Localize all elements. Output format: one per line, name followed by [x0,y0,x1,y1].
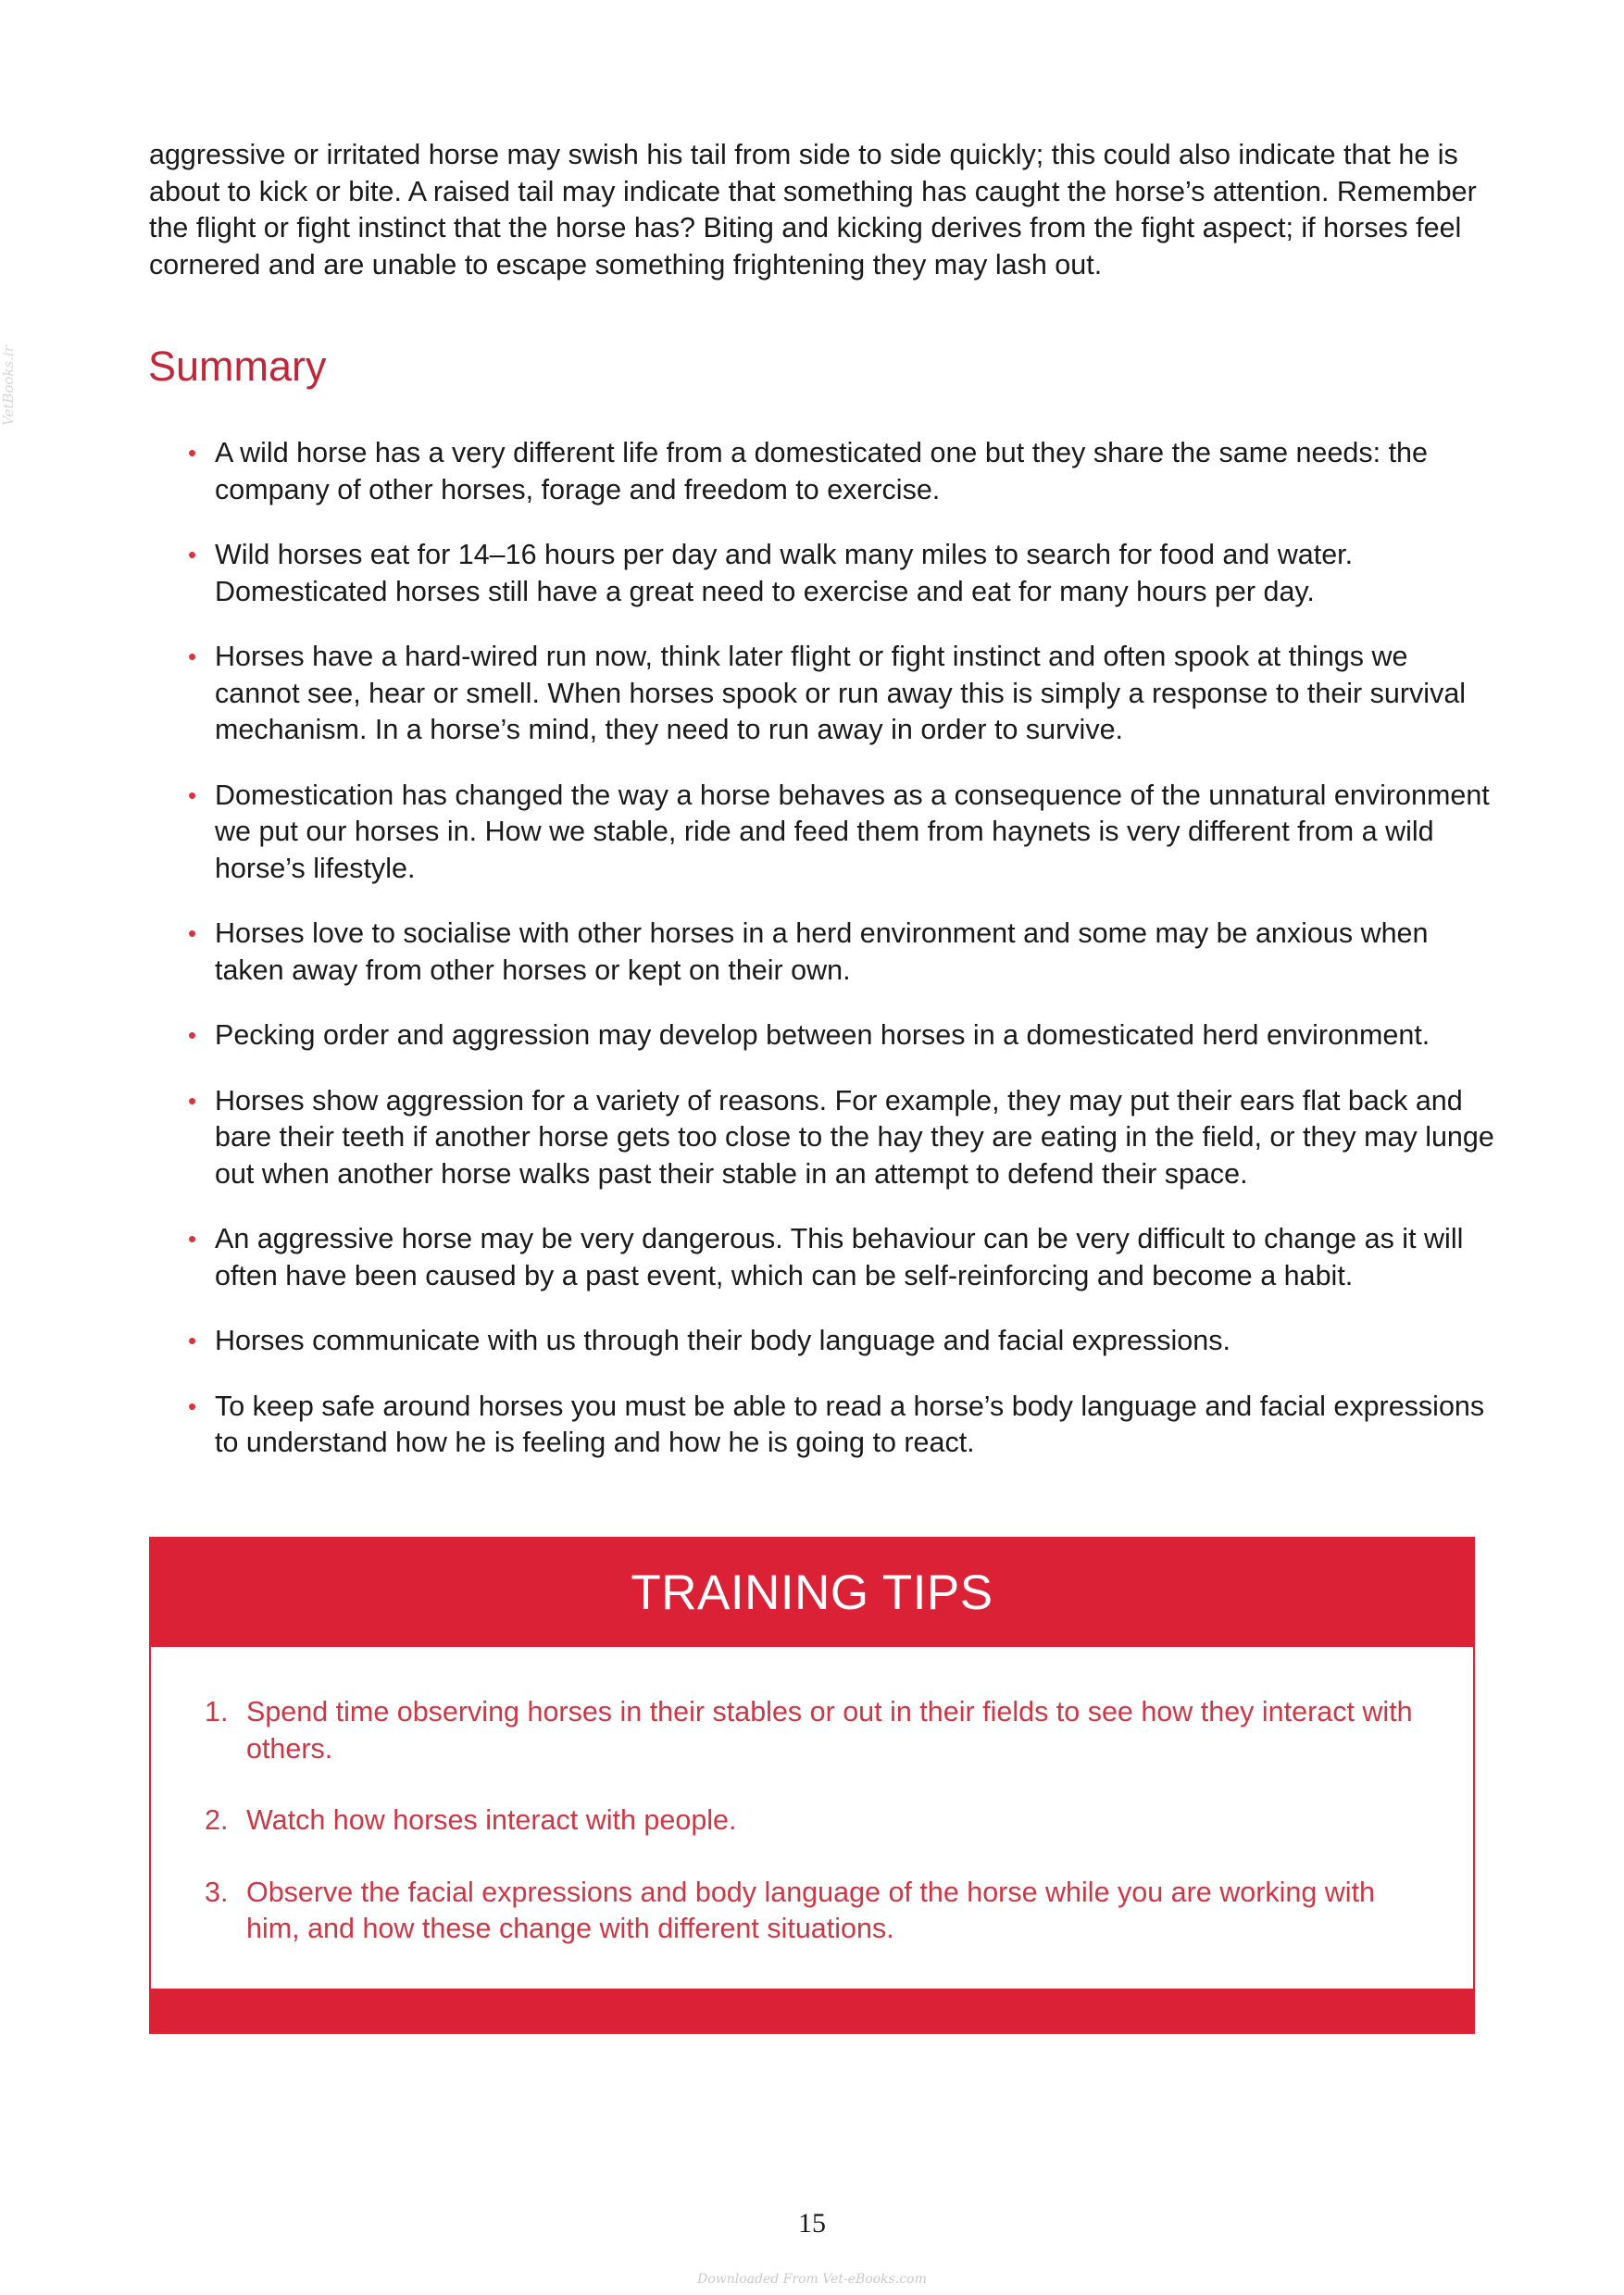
list-item-text: Pecking order and aggression may develop between horses in a domesticated herd environment. [215,1019,1430,1051]
tip-item [205,1802,1427,1840]
list-item [148,1389,1500,1462]
list-item-text: Horses communicate with us through their body language and facial expressions. [215,1325,1230,1356]
list-item [148,1083,1500,1193]
tip-text: Watch how horses interact with people. [246,1804,737,1836]
tip-number: 2. [205,1804,229,1836]
page-number: 15 [798,2208,826,2239]
intro-paragraph: aggressive or irritated horse may swish his tail from side to side quickly; this could also indicate that he is about to kick or bite. A raised tail may indicate that something has caught the horse’s attention. Remember the flight or fight instinct that the horse has? Biting and kicking derives from the fight aspect; if horses feel cornered and are unable to escape something frightening they may lash out. [149,139,1477,281]
list-item [148,1221,1500,1294]
training-tips-title: TRAINING TIPS [631,1565,993,1620]
bullet-icon: • [188,780,197,809]
training-tips-header [151,1539,1473,1647]
list-item [148,778,1500,888]
list-item-text: Domestication has changed the way a horse behaves as a consequence of the unnatural environment we put our horses in. How we stable, ride and feed them from haynets is very different from a wild horse’s lifestyle. [215,779,1490,884]
tip-item [205,1875,1427,1948]
list-item [148,537,1500,610]
list-item [148,1017,1500,1054]
list-item [148,435,1500,508]
bullet-icon: • [188,1391,197,1420]
training-tips-footer-bar [151,1989,1473,2032]
bullet-icon: • [188,1225,197,1253]
bullet-icon: • [188,541,197,568]
bullet-icon: • [188,642,197,670]
tip-number: 1. [205,1696,229,1727]
tip-text: Observe the facial expressions and body language of the horse while you are working with him, and how these change with different situations. [246,1876,1376,1944]
list-item-text: Horses love to socialise with other horses in a herd environment and some may be anxious when taken away from other horses or kept on their own. [215,917,1429,986]
list-item [148,916,1500,989]
side-watermark: VetBooks.ir [0,345,17,426]
tip-number: 3. [205,1876,229,1908]
list-item-text: Horses have a hard-wired run now, think later flight or fight instinct and often spook at things we cannot see, hear or smell. When horses spook or run away this is simply a response to their survival mechanism. In a horse’s mind, they need to run away in order to survive. [215,641,1467,745]
bullet-icon: • [188,919,197,947]
tip-text: Spend time observing horses in their stables or out in their fields to see how they interact with others. [246,1696,1413,1765]
bullet-icon: • [188,1086,197,1115]
training-tips-box [149,1537,1475,2034]
tip-item [205,1694,1427,1767]
list-item [148,1323,1500,1360]
list-item [148,639,1500,749]
list-item-text: A wild horse has a very different life from a domesticated one but they share the same needs: the company of other horses, forage and freedom to exercise. [215,437,1428,505]
summary-heading: Summary [148,343,327,390]
summary-list [148,435,1500,1491]
bullet-icon: • [188,439,197,467]
list-item-text: Wild horses eat for 14–16 hours per day and walk many miles to search for food and water. Domesticated horses still have a great need to exercise and eat for many hours per day. [215,539,1354,607]
bullet-icon: • [188,1327,197,1354]
list-item-text: To keep safe around horses you must be able to read a horse’s body language and facial expressions to understand how he is feeling and how he is going to react. [215,1390,1485,1458]
bullet-icon: • [188,1021,197,1049]
training-tips-list [205,1694,1427,1983]
list-item-text: Horses show aggression for a variety of reasons. For example, they may put their ears flat back and bare their teeth if another horse gets too close to the hay they are eating in the field, or they may lunge out when another horse walks past their stable in an attempt to defend their space. [215,1084,1494,1190]
bottom-watermark: Downloaded From Vet-eBooks.com [697,2272,927,2287]
list-item-text: An aggressive horse may be very dangerous. This behaviour can be very difficult to change as it will often have been caused by a past event, which can be self-reinforcing and become a habit. [215,1223,1464,1291]
